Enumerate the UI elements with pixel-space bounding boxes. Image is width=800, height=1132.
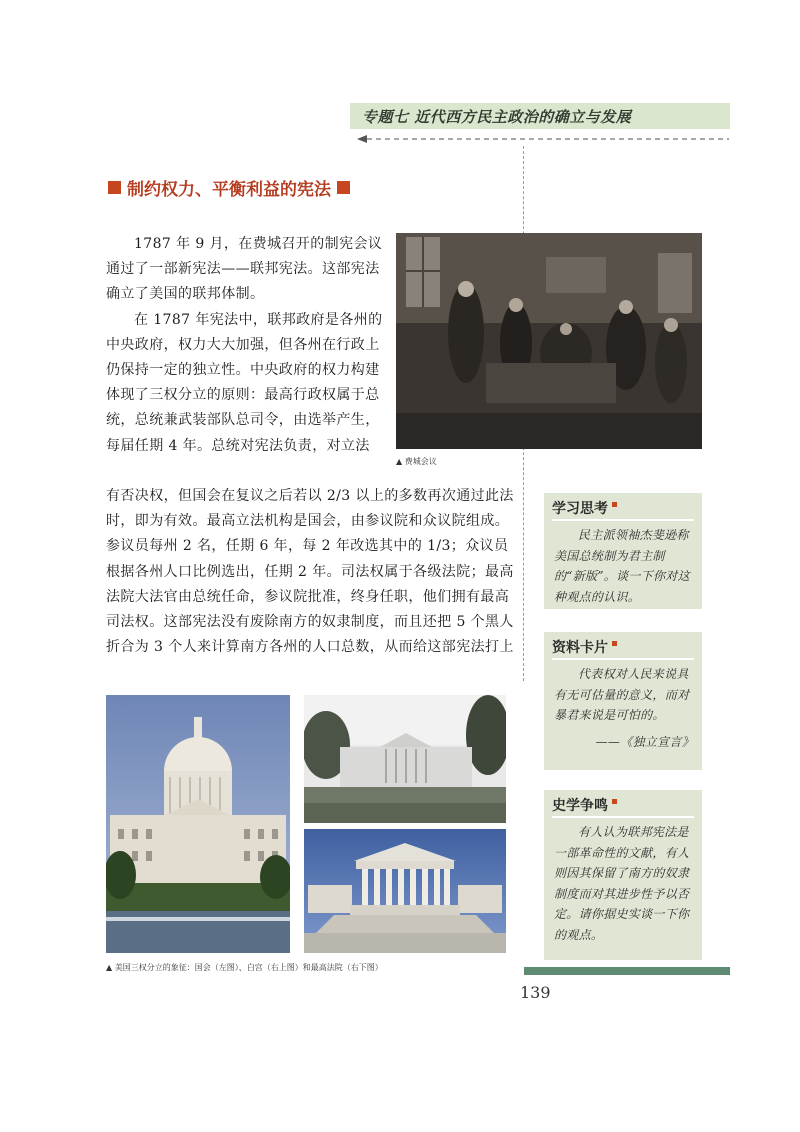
paragraph-2-part1: 在 1787 年宪法中，联邦政府是各州的中央政府，权力大大加强，但各州在行政上仍保持一定的独立性。中央政府的权力构建体现了三权分立的原则：最高行政权属于总统，总统兼武装部队总司令，由选举产生，每届任期 4 年。总统对宪法负责，对立法 [106,311,383,454]
white-house-image [304,695,506,823]
study-think-box [544,493,702,609]
info-card-heading-text: 资料卡片 [552,640,608,656]
section-title [108,175,350,199]
info-card-text: 代表权对人民来说具有无可估量的意义，而对暴君来说是可怕的。 [554,667,690,722]
body-text-narrow [106,232,390,459]
supreme-court-image [304,829,506,953]
info-card-box [544,632,702,770]
header-arrow-rule [357,134,729,144]
section-title-text: 制约权力、平衡利益的宪法 [127,179,331,200]
title-square-right [337,181,350,194]
philadelphia-convention-image [396,233,702,449]
chapter-title: 专题七 近代西方民主政治的确立与发展 [362,108,632,126]
debate-heading-text: 史学争鸣 [552,798,608,814]
paragraph-1: 1787 年 9 月，在费城召开的制宪会议通过了一部新宪法——联邦宪法。这部宪法确立了美国的联邦体制。 [106,236,383,303]
footer-bar [524,967,730,975]
info-card-source: ——《独立宣言》 [595,734,694,749]
debate-box [544,790,702,960]
debate-text: 有人认为联邦宪法是一部革命性的文献，有人则因其保留了南方的奴隶制度而对其进步性予以否定。请你据史实谈一下你的观点。 [554,825,690,942]
meeting-caption: ▲ 费城会议 [396,457,437,466]
page-number: 139 [520,983,551,1002]
body-text-wide [106,484,516,660]
study-think-heading [544,493,702,517]
study-think-text: 民主派领袖杰斐逊称美国总统制为君主制的“新版”。谈一下你对这种观点的认识。 [554,528,690,604]
heading-dot-icon [612,502,617,507]
buildings-caption: ▲ 美国三权分立的象征：国会（左图）、白宫（右上图）和最高法院（右下图） [106,963,383,972]
paragraph-2-part2: 有否决权，但国会在复议之后若以 2/3 以上的多数再次通过此法时，即为有效。最高立法机构是国会，由参议院和众议院组成。参议员每州 2 名，任期 6 年，每 2 年改选其中的 1/3；众议员根据各州人口比例选出，任期 2 年。司法权属于各级法院；最高法院大法官由总统任命，参议院批准，终身任职，他们拥有最高司法权。这部宪法没有废除南方的奴隶制度，而且还把 5 个黑人折合为 3 个人来计算南方各州的人口总数，从而给这部宪法打上 [106,488,514,656]
debate-heading [544,790,702,814]
capitol-image [106,695,290,953]
info-card-heading [544,632,702,656]
heading-dot-icon [612,641,617,646]
title-square-left [108,181,121,194]
study-think-heading-text: 学习思考 [552,501,608,517]
heading-dot-icon [612,799,617,804]
